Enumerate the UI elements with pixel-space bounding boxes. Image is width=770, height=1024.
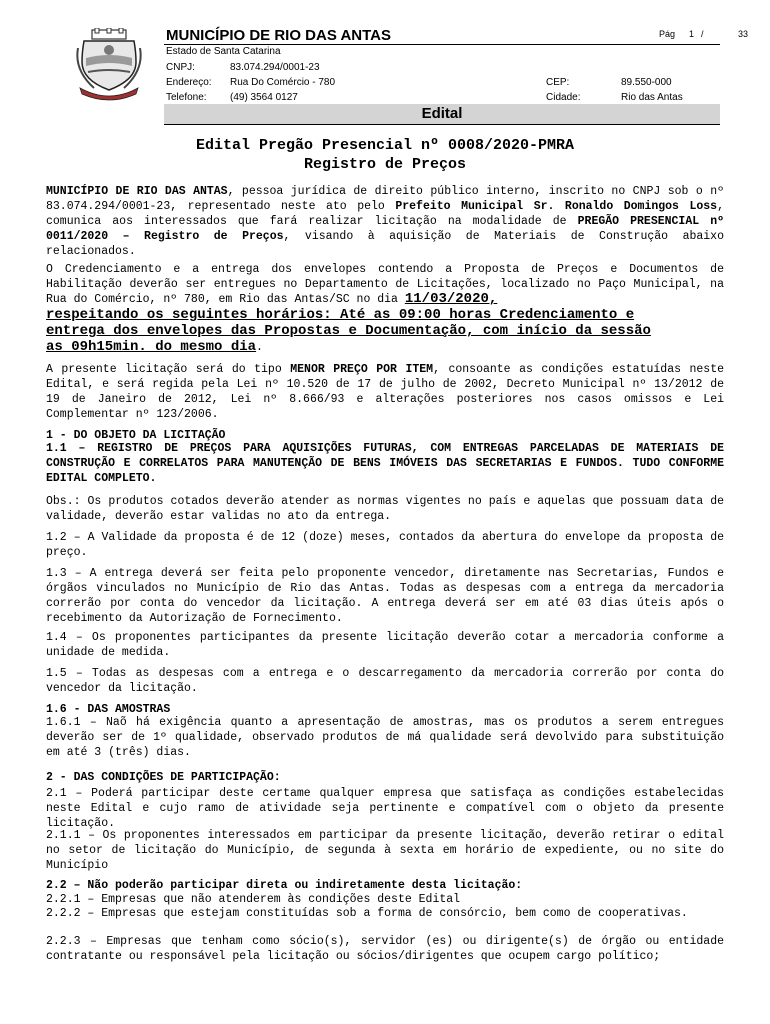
municipal-coat-of-arms-icon	[74, 28, 144, 104]
page-separator: /	[701, 29, 704, 39]
edital-title-line-1: Edital Pregão Presencial nº 0008/2020-PMRA	[195, 137, 575, 154]
item-1-6-heading: 1.6 - DAS AMOSTRAS	[46, 703, 171, 716]
item-2-2-heading: 2.2 – Não poderão participar direta ou indiretamente desta licitação:	[46, 879, 523, 892]
city-value: Rio das Antas	[621, 92, 683, 103]
item-1-6-1: 1.6.1 – Naõ há exigência quanto a apresentação de amostras, mas os produtos a serem entregues deverão ser de 1º qualidade, observado produtos de má qualidade será devolvido para substituição em até 3 (três) dias.	[46, 716, 724, 759]
cep-value: 89.550-000	[621, 77, 672, 88]
schedule-end: .	[256, 341, 263, 354]
section-2-heading: 2 - DAS CONDIÇÕES DE PARTICIPAÇÃO:	[46, 771, 281, 784]
cnpj-value: 83.074.294/0001-23	[230, 62, 320, 73]
edital-title-line-2: Registro de Preços	[303, 156, 467, 173]
credentialing-text: O Credenciamento e a entrega dos envelopes contendo a Proposta de Preços e Documentos de Habilitação deverão ser entregues no Departamento de Licitações, localizado no Paço Municipal, na Rua do Comércio, nº 780, em Rio das Antas/SC no dia	[46, 263, 724, 306]
section-band-title: Edital	[421, 105, 463, 122]
city-label: Cidade:	[546, 92, 581, 103]
page-number: 1	[689, 29, 695, 39]
regime-type: MENOR PREÇO POR ITEM	[290, 363, 434, 376]
page-total: 33	[738, 29, 749, 39]
item-2-2-1: 2.2.1 – Empresas que não atenderem às condições deste Edital	[46, 893, 461, 906]
cep-label: CEP:	[546, 77, 570, 88]
municipality-name: MUNICÍPIO DE RIO DAS ANTAS	[166, 27, 392, 44]
page-label: Pág	[659, 29, 676, 39]
obs-paragraph: Obs.: Os produtos cotados deverão atender as normas vigentes no país e aquelas que possuam data de validade, deverão estar validas no ato da entrega.	[46, 495, 724, 523]
item-2-1: 2.1 – Poderá participar deste certame qualquer empresa que satisfaça as condições estabelecidas neste Edital e cujo ramo de atividade seja pertinente e compatível com o objeto da presente licitação.	[46, 787, 724, 830]
address-label: Endereço:	[166, 77, 212, 88]
address-value: Rua Do Comércio - 780	[230, 77, 336, 88]
intro-text-a: , pessoa jurídica de direito público interno, inscrito no CNPJ sob o nº 83.074.294/0001-23, representado neste ato pelo	[46, 185, 724, 213]
item-1-5: 1.5 – Todas as despesas com a entrega e o descarregamento da mercadoria correrão por conta do vencedor da licitação.	[46, 667, 724, 695]
schedule-line-2: entrega dos envelopes das Propostas e Documentação, com início da sessão	[46, 323, 651, 339]
item-1-3: 1.3 – A entrega deverá ser feita pelo proponente vencedor, diretamente nas Secretarias, Fundos e órgãos vinculados no Município de Rio das Antas. Todas as despesas com a entrega da mercadoria correrão por conta do vencedor da licitação. A entrega deverá ser em até 03 dias úteis após o recebimento da Autorização de Fornecimento.	[46, 567, 724, 625]
item-2-2-2: 2.2.2 – Empresas que estejam constituídas sob a forma de consórcio, bem como de cooperativas.	[46, 907, 688, 920]
phone-value: (49) 3564 0127	[230, 92, 298, 103]
item-1-2: 1.2 – A Validade da proposta é de 12 (doze) meses, contados da abertura do envelope da proposta de preço.	[46, 531, 724, 559]
credentialing-paragraph	[46, 262, 724, 307]
intro-modality: PREGÃO PRESENCIAL nº 0011/2020 – Registro de Preços	[46, 215, 724, 243]
item-2-1-1: 2.1.1 – Os proponentes interessados em participar da presente licitação, deverão retirar o edital no setor de licitação do Município, de segunda à sexta em horário de expediente, ou no site do Município	[46, 829, 724, 872]
schedule-line-1: respeitando os seguintes horários: Até as 09:00 horas Credenciamento e	[46, 307, 635, 323]
schedule-line-3-wrap	[46, 339, 724, 356]
state-name: Estado de Santa Catarina	[166, 46, 281, 57]
intro-municipality: MUNICÍPIO DE RIO DAS ANTAS	[46, 185, 228, 198]
section-1-heading: 1 - DO OBJETO DA LICITAÇÃO	[46, 429, 226, 442]
intro-mayor: Prefeito Municipal Sr. Ronaldo Domingos Loss	[395, 200, 718, 213]
item-1-1: 1.1 – REGISTRO DE PREÇOS PARA AQUISIÇÕES FUTURAS, COM ENTREGAS PARCELADAS DE MATERIAIS DE CONSTRUÇÃO E CORRELATOS PARA MANUTENÇÃO DE BENS IMÓVEIS DAS SECRETARIAS E FUNDOS. TUDO CONFORME EDITAL COMPLETO.	[46, 442, 724, 485]
header-divider	[164, 44, 720, 45]
regime-text-a: A presente licitação será do tipo	[46, 363, 291, 376]
phone-label: Telefone:	[166, 92, 207, 103]
schedule-line-3: as 09h15min. do mesmo dia	[46, 339, 257, 355]
regime-paragraph	[46, 362, 724, 422]
cnpj-label: CNPJ:	[166, 62, 195, 73]
regime-text-b: , consoante as condições estatuídas neste Edital, e será regida pela Lei nº 10.520 de 17 de julho de 2002, Decreto Municipal nº 13/2012 de 19 de Janeiro de 2012, Lei nº 8.666/93 e alterações posteriores nos casos omissos e Lei Complementar nº 123/2006.	[46, 363, 724, 421]
intro-paragraph	[46, 184, 724, 259]
item-2-2-3: 2.2.3 – Empresas que tenham como sócio(s), servidor (es) ou dirigente(s) de órgão ou entidade contratante ou responsável pela licitação ou sócios/dirigentes que ocupem cargo político;	[46, 935, 724, 963]
intro-text-b: , comunica aos interessados que fará realizar licitação na modalidade de	[46, 200, 724, 228]
document-header	[0, 0, 770, 130]
item-1-4: 1.4 – Os proponentes participantes da presente licitação deverão cotar a mercadoria conforme a unidade de medida.	[46, 631, 724, 659]
credentialing-date: 11/03/2020,	[404, 291, 498, 307]
intro-text-c: , visando à aquisição de Materiais de Construção abaixo relacionados.	[46, 230, 724, 258]
